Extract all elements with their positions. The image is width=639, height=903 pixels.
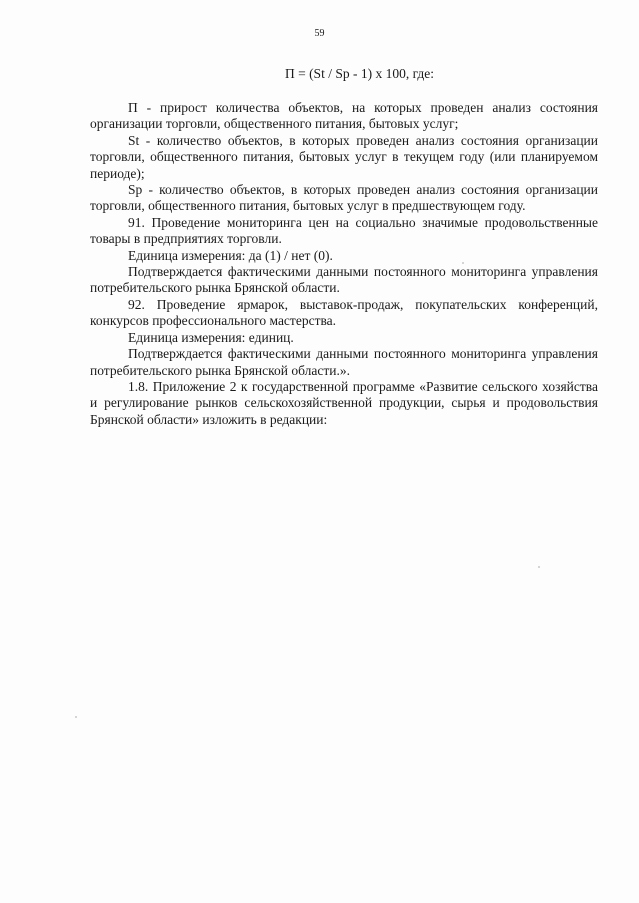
paragraph-item-92: 92. Проведение ярмарок, выставок-продаж, покупательских конференций, конкурсов профессионального мастерства. [90,296,598,329]
paragraph-confirmation-91: Подтверждается фактическими данными постоянного мониторинга управления потребительского рынка Брянской области. [90,264,598,296]
paragraph-unit-92: Единица измерения: единиц. [128,329,294,345]
paragraph-section-1-8: 1.8. Приложение 2 к государственной программе «Развитие сельского хозяйства и регулирование рынков сельскохозяйственной продукции, сырья и продовольствия Брянской области» изложить в редакции: [90,378,598,427]
paragraph-sp-definition: Sp - количество объектов, в которых проведен анализ состояния организации торговли, общественного питания, бытовых услуг в предшествующем году. [90,182,598,214]
page-number: 59 [314,28,325,39]
scan-speck [462,262,464,264]
formula: П = (St / Sp - 1) х 100, где: [284,66,435,81]
paragraph-unit-91: Единица измерения: да (1) / нет (0). [128,247,333,263]
scan-speck [75,716,77,718]
document-body [90,100,598,428]
paragraph-p-definition: П - прирост количества объектов, на которых проведен анализ состояния организации торговли, общественного питания, бытовых услуг; [90,100,598,132]
paragraph-st-definition: St - количество объектов, в которых проведен анализ состояния организации торговли, общественного питания, бытовых услуг в текущем году (или планируемом периоде); [90,132,598,181]
scan-speck [538,566,540,568]
paragraph-item-91: 91. Проведение мониторинга цен на социально значимые продовольственные товары в предприятиях торговли. [90,214,598,247]
paragraph-confirmation-92: Подтверждается фактическими данными постоянного мониторинга управления потребительского рынка Брянской области.». [90,346,598,378]
